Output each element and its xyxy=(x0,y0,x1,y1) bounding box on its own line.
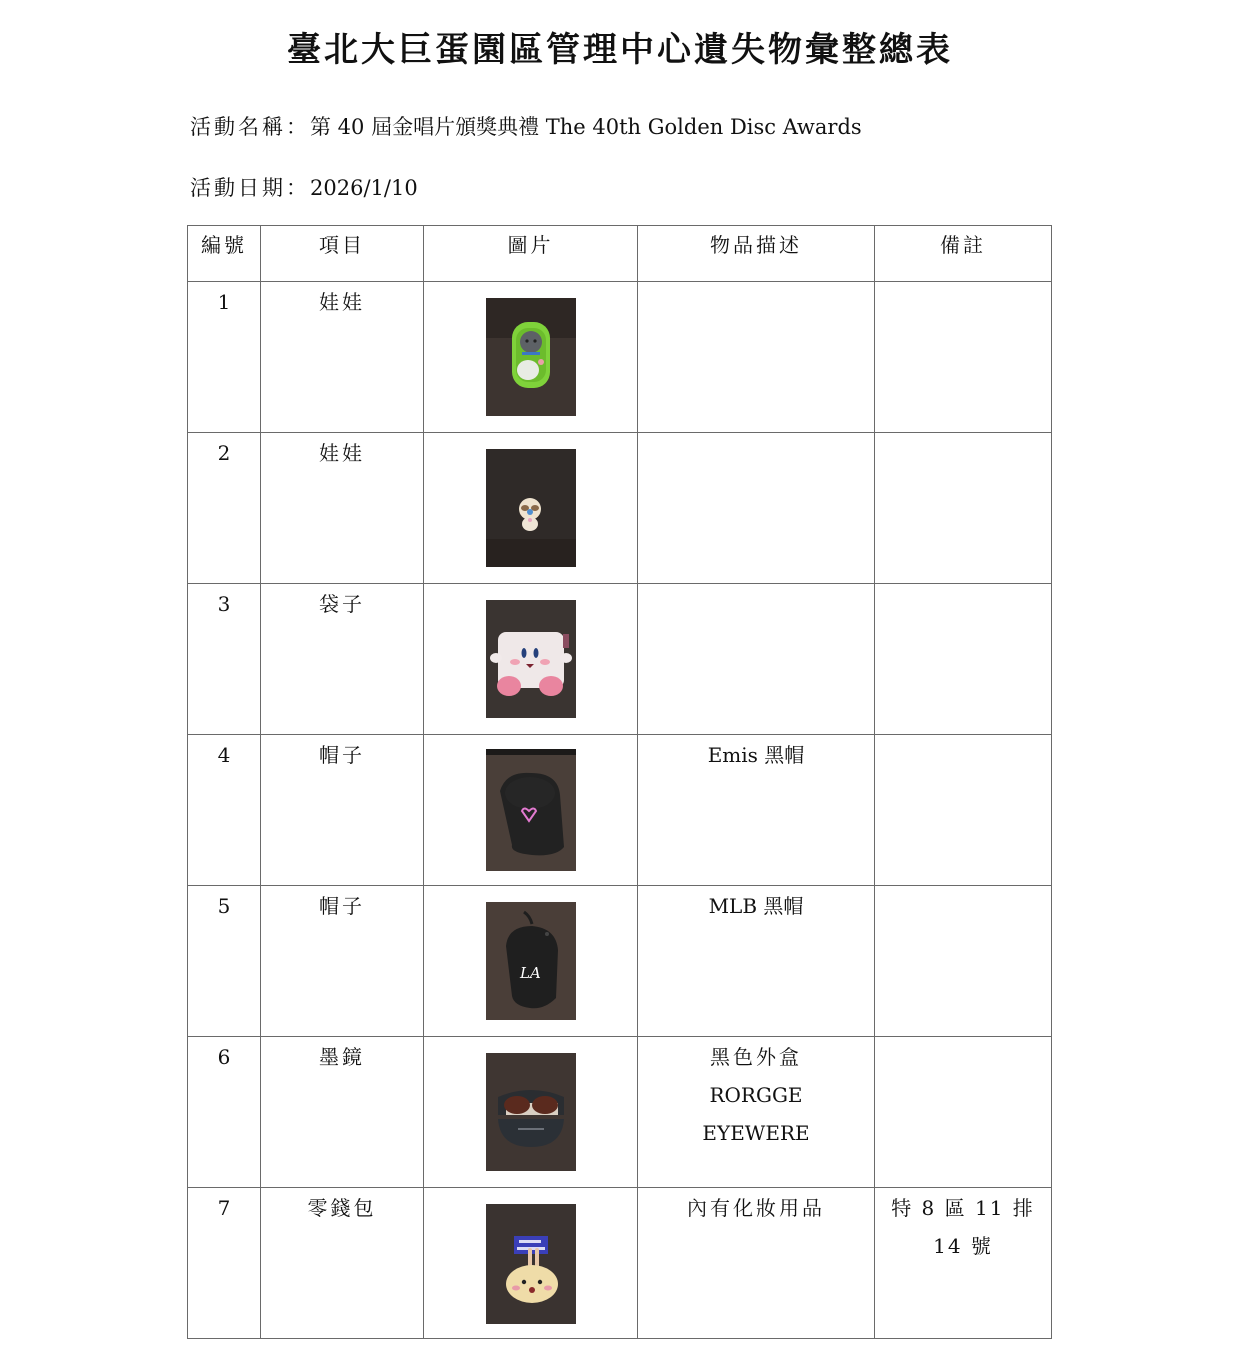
description-line: MLB 黑帽 xyxy=(708,894,804,918)
cell-picture xyxy=(424,1188,638,1339)
small-cream-plush-doll-photo-icon xyxy=(486,449,576,567)
header-no: 編號 xyxy=(188,226,261,282)
cell-picture xyxy=(424,433,638,584)
header-item: 項目 xyxy=(261,226,424,282)
cell-no: 3 xyxy=(188,584,261,735)
cell-picture xyxy=(424,584,638,735)
event-date-value: 2026/1/10 xyxy=(310,176,418,200)
cell-remarks xyxy=(875,886,1052,1037)
cell-description xyxy=(638,886,875,1037)
event-date-line xyxy=(190,173,418,203)
cell-item: 袋子 xyxy=(261,584,424,735)
cell-description xyxy=(638,433,875,584)
cell-item: 帽子 xyxy=(261,886,424,1037)
header-remarks: 備註 xyxy=(875,226,1052,282)
table-row xyxy=(188,1037,1052,1188)
cell-description xyxy=(638,282,875,433)
event-name-value: 第 40 屆金唱片頒獎典禮 The 40th Golden Disc Awards xyxy=(310,115,862,139)
table-row xyxy=(188,735,1052,886)
cell-picture xyxy=(424,735,638,886)
table-row xyxy=(188,433,1052,584)
page-title: 臺北大巨蛋園區管理中心遺失物彙整總表 xyxy=(287,30,953,70)
table-row xyxy=(188,584,1052,735)
event-name-line xyxy=(190,112,862,142)
cell-remarks xyxy=(875,1188,1052,1339)
description-line: 黑色外盒 xyxy=(710,1045,802,1069)
cell-description xyxy=(638,584,875,735)
cell-description xyxy=(638,735,875,886)
cell-item: 墨鏡 xyxy=(261,1037,424,1188)
event-date-label: 活動日期： xyxy=(190,176,310,200)
table-header-row xyxy=(188,226,1052,282)
remarks-line: 特 8 區 11 排 xyxy=(891,1196,1035,1220)
cell-item: 娃娃 xyxy=(261,433,424,584)
cell-item: 娃娃 xyxy=(261,282,424,433)
black-la-cap-photo-icon xyxy=(486,902,576,1020)
black-cap-pink-heart-logo-photo-icon xyxy=(486,749,576,871)
remarks-line: 14 號 xyxy=(933,1234,993,1258)
cell-description xyxy=(638,1188,875,1339)
cell-remarks xyxy=(875,735,1052,886)
cell-picture xyxy=(424,886,638,1037)
cell-picture xyxy=(424,282,638,433)
cell-remarks xyxy=(875,433,1052,584)
header-description: 物品描述 xyxy=(638,226,875,282)
cell-remarks xyxy=(875,282,1052,433)
rabbit-coin-purse-photo-icon xyxy=(486,1204,576,1324)
table-row xyxy=(188,886,1052,1037)
cell-picture xyxy=(424,1037,638,1188)
table-row xyxy=(188,282,1052,433)
cell-remarks xyxy=(875,584,1052,735)
svg-text:LA: LA xyxy=(519,964,541,982)
sunglasses-in-case-photo-icon xyxy=(486,1053,576,1171)
description-line: EYEWERE xyxy=(702,1121,810,1145)
kirby-drawstring-bag-photo-icon xyxy=(486,600,576,718)
cell-item: 零錢包 xyxy=(261,1188,424,1339)
lost-items-table xyxy=(187,225,1052,1339)
description-line: Emis 黑帽 xyxy=(707,743,805,767)
cell-no: 4 xyxy=(188,735,261,886)
cell-remarks xyxy=(875,1037,1052,1188)
green-basket-plush-doll-photo-icon xyxy=(486,298,576,416)
cell-no: 1 xyxy=(188,282,261,433)
description-line: 內有化妝用品 xyxy=(687,1196,825,1220)
header-picture: 圖片 xyxy=(424,226,638,282)
cell-no: 5 xyxy=(188,886,261,1037)
cell-no: 2 xyxy=(188,433,261,584)
cell-no: 6 xyxy=(188,1037,261,1188)
description-line: RORGGE xyxy=(709,1083,803,1107)
event-name-label: 活動名稱： xyxy=(190,115,310,139)
table-row xyxy=(188,1188,1052,1339)
cell-description xyxy=(638,1037,875,1188)
cell-no: 7 xyxy=(188,1188,261,1339)
cell-item: 帽子 xyxy=(261,735,424,886)
